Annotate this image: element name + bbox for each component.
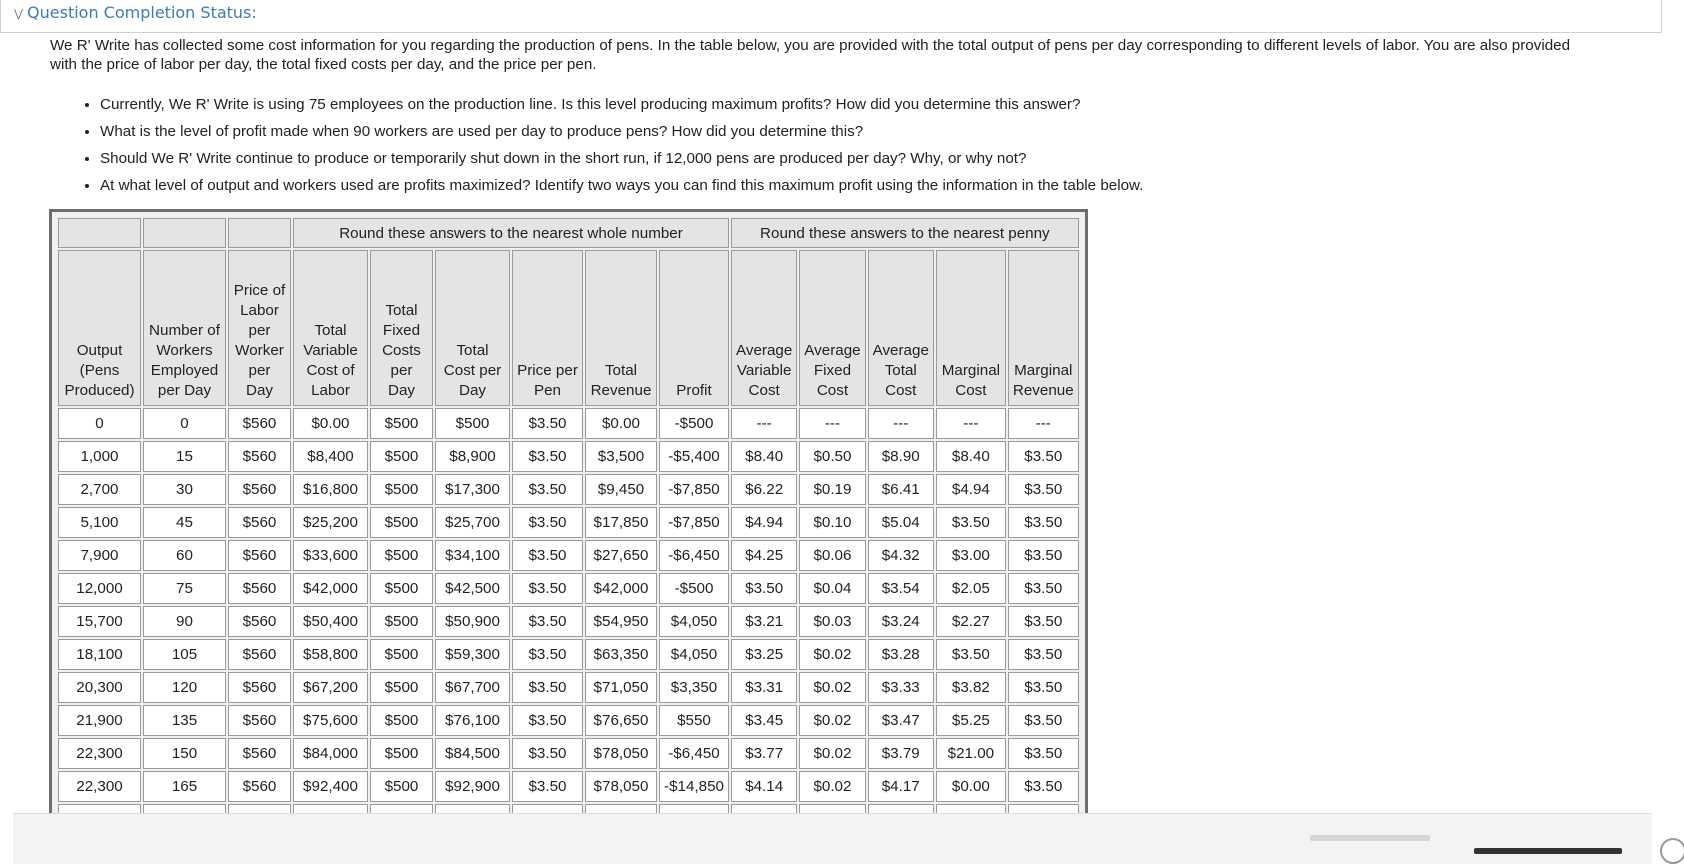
table-cell: -$7,850 xyxy=(659,507,729,538)
table-cell: $3.00 xyxy=(936,540,1006,571)
table-cell: 2,700 xyxy=(58,474,141,505)
table-cell: $75,600 xyxy=(293,705,368,736)
table-cell: $3.50 xyxy=(1008,738,1079,769)
table-row xyxy=(58,408,1079,439)
column-header: Total Fixed Costs per Day xyxy=(370,250,433,406)
footer-secondary-button[interactable] xyxy=(1310,835,1430,841)
table-cell: $560 xyxy=(228,705,291,736)
table-cell: $3.50 xyxy=(1008,573,1079,604)
table-cell: $500 xyxy=(370,573,433,604)
table-cell: $560 xyxy=(228,771,291,802)
table-cell: --- xyxy=(731,408,797,439)
table-cell: $3.21 xyxy=(731,606,797,637)
table-cell: $3.50 xyxy=(512,408,583,439)
table-cell: 105 xyxy=(143,639,226,670)
column-header: Total Cost per Day xyxy=(435,250,510,406)
table-cell: $8,400 xyxy=(293,441,368,472)
column-header: Total Revenue xyxy=(585,250,657,406)
table-cell: $3.24 xyxy=(868,606,934,637)
table-cell: 15 xyxy=(143,441,226,472)
table-cell: $560 xyxy=(228,672,291,703)
table-cell: 90 xyxy=(143,606,226,637)
table-cell: -$6,450 xyxy=(659,540,729,571)
table-cell: $500 xyxy=(370,408,433,439)
table-cell: $3.50 xyxy=(1008,474,1079,505)
column-header: Number of Workers Employed per Day xyxy=(143,250,226,406)
table-cell: $3.50 xyxy=(512,507,583,538)
table-cell: $54,950 xyxy=(585,606,657,637)
table-cell: $3.25 xyxy=(731,639,797,670)
table-cell: 15,700 xyxy=(58,606,141,637)
table-cell: $21.00 xyxy=(936,738,1006,769)
question-status-bar xyxy=(0,0,1662,33)
table-cell: $0.02 xyxy=(799,672,865,703)
table-cell: $0.00 xyxy=(293,408,368,439)
question-completion-status-toggle[interactable] xyxy=(14,3,257,22)
table-cell: $4.94 xyxy=(731,507,797,538)
table-cell: $3.50 xyxy=(512,474,583,505)
table-cell: 12,000 xyxy=(58,573,141,604)
table-cell: $0.50 xyxy=(799,441,865,472)
table-row xyxy=(58,738,1079,769)
table-cell: -$5,400 xyxy=(659,441,729,472)
table-cell: $3.28 xyxy=(868,639,934,670)
table-cell: $0.19 xyxy=(799,474,865,505)
table-cell: $76,650 xyxy=(585,705,657,736)
table-row xyxy=(58,540,1079,571)
table-cell: $560 xyxy=(228,441,291,472)
table-cell: $9,450 xyxy=(585,474,657,505)
table-cell: 22,300 xyxy=(58,771,141,802)
table-cell: $0.02 xyxy=(799,639,865,670)
table-cell: $560 xyxy=(228,507,291,538)
table-cell: 0 xyxy=(58,408,141,439)
table-cell: $3.50 xyxy=(512,573,583,604)
blank-header-cell xyxy=(228,218,291,248)
table-cell: $550 xyxy=(659,705,729,736)
table-cell: $17,850 xyxy=(585,507,657,538)
table-body xyxy=(58,408,1079,822)
column-header: Output (Pens Produced) xyxy=(58,250,141,406)
table-cell: $560 xyxy=(228,474,291,505)
table-cell: $560 xyxy=(228,606,291,637)
table-cell: $3.50 xyxy=(512,639,583,670)
table-cell: $78,050 xyxy=(585,738,657,769)
table-cell: $6.22 xyxy=(731,474,797,505)
table-cell: $3.50 xyxy=(512,771,583,802)
table-cell: $42,000 xyxy=(293,573,368,604)
table-cell: $3.50 xyxy=(1008,540,1079,571)
table-cell: $6.41 xyxy=(868,474,934,505)
table-cell: $0.02 xyxy=(799,738,865,769)
table-cell: $92,400 xyxy=(293,771,368,802)
table-cell: $500 xyxy=(370,672,433,703)
table-cell: $8,900 xyxy=(435,441,510,472)
table-cell: $5.25 xyxy=(936,705,1006,736)
column-header: Average Total Cost xyxy=(868,250,934,406)
table-cell: $3.77 xyxy=(731,738,797,769)
table-cell: $3.50 xyxy=(512,738,583,769)
table-cell: 22,300 xyxy=(58,738,141,769)
table-cell: $5.04 xyxy=(868,507,934,538)
table-cell: $78,050 xyxy=(585,771,657,802)
table-cell: $4,050 xyxy=(659,639,729,670)
table-cell: $25,700 xyxy=(435,507,510,538)
table-cell: $4.25 xyxy=(731,540,797,571)
table-cell: $500 xyxy=(370,606,433,637)
table-cell: 135 xyxy=(143,705,226,736)
table-cell: $33,600 xyxy=(293,540,368,571)
table-row xyxy=(58,606,1079,637)
table-cell: --- xyxy=(799,408,865,439)
table-cell: 5,100 xyxy=(58,507,141,538)
table-cell: $8.40 xyxy=(936,441,1006,472)
table-cell: $500 xyxy=(370,474,433,505)
table-cell: --- xyxy=(936,408,1006,439)
table-cell: $560 xyxy=(228,408,291,439)
table-cell: $3.50 xyxy=(1008,771,1079,802)
question-item: • Should We R' Write continue to produce or temporarily shut down in the short run, if 12,000 pens are produced per day? Why, or why not? xyxy=(100,145,1500,172)
table-cell: $0.06 xyxy=(799,540,865,571)
table-cell: $560 xyxy=(228,573,291,604)
table-cell: $4.14 xyxy=(731,771,797,802)
table-cell: $42,500 xyxy=(435,573,510,604)
table-row xyxy=(58,474,1079,505)
table-cell: $4.94 xyxy=(936,474,1006,505)
table-cell: $84,500 xyxy=(435,738,510,769)
table-row xyxy=(58,672,1079,703)
table-row xyxy=(58,771,1079,802)
penny-group-header: Round these answers to the nearest penny xyxy=(731,218,1079,248)
table-cell: $3.79 xyxy=(868,738,934,769)
column-header: Marginal Cost xyxy=(936,250,1006,406)
table-row xyxy=(58,441,1079,472)
table-cell: $500 xyxy=(370,705,433,736)
table-cell: 21,900 xyxy=(58,705,141,736)
group-header-row xyxy=(58,218,1079,248)
table-cell: $560 xyxy=(228,540,291,571)
table-cell: $0.02 xyxy=(799,705,865,736)
table-cell: $8.90 xyxy=(868,441,934,472)
table-cell: 20,300 xyxy=(58,672,141,703)
table-cell: $3.50 xyxy=(731,573,797,604)
table-cell: $0.03 xyxy=(799,606,865,637)
table-cell: $500 xyxy=(370,771,433,802)
table-cell: $3.50 xyxy=(1008,606,1079,637)
table-cell: $0.04 xyxy=(799,573,865,604)
table-cell: $4.17 xyxy=(868,771,934,802)
table-cell: $2.05 xyxy=(936,573,1006,604)
table-cell: $4,050 xyxy=(659,606,729,637)
table-cell: $27,650 xyxy=(585,540,657,571)
table-cell: $3.50 xyxy=(1008,705,1079,736)
table-cell: 150 xyxy=(143,738,226,769)
table-cell: $59,300 xyxy=(435,639,510,670)
table-cell: $3.50 xyxy=(1008,672,1079,703)
column-header: Profit xyxy=(659,250,729,406)
table-cell: $3.33 xyxy=(868,672,934,703)
column-header: Average Variable Cost xyxy=(731,250,797,406)
blank-header-cell xyxy=(143,218,226,248)
table-cell: $3.82 xyxy=(936,672,1006,703)
table-cell: $500 xyxy=(370,738,433,769)
table-cell: $3,500 xyxy=(585,441,657,472)
cost-table xyxy=(56,216,1081,822)
table-cell: $0.00 xyxy=(585,408,657,439)
footer-primary-button[interactable] xyxy=(1474,848,1622,854)
table-cell: $500 xyxy=(370,540,433,571)
cost-table-container xyxy=(49,209,1088,822)
table-cell: 45 xyxy=(143,507,226,538)
table-cell: 120 xyxy=(143,672,226,703)
table-row xyxy=(58,639,1079,670)
column-header: Price per Pen xyxy=(512,250,583,406)
table-row xyxy=(58,573,1079,604)
question-item: • Currently, We R' Write is using 75 employees on the production line. Is this level producing maximum profits? How did you determine this answer? xyxy=(100,91,1500,118)
table-cell: $84,000 xyxy=(293,738,368,769)
table-cell: $3.50 xyxy=(512,540,583,571)
table-cell: 0 xyxy=(143,408,226,439)
table-cell: $34,100 xyxy=(435,540,510,571)
table-cell: $92,900 xyxy=(435,771,510,802)
table-cell: $16,800 xyxy=(293,474,368,505)
table-cell: 1,000 xyxy=(58,441,141,472)
intro-paragraph: We R' Write has collected some cost information for you regarding the production of pens. In the table below, you are provided with the total output of pens per day corresponding to different levels of labor. You are also provided with the price of labor per day, the total fixed costs per day, and the price per pen. xyxy=(50,37,1571,73)
table-cell: $8.40 xyxy=(731,441,797,472)
table-cell: $42,000 xyxy=(585,573,657,604)
table-cell: $3.50 xyxy=(512,672,583,703)
table-cell: $3.50 xyxy=(1008,639,1079,670)
table-cell: $3.50 xyxy=(1008,507,1079,538)
table-cell: $71,050 xyxy=(585,672,657,703)
table-row xyxy=(58,705,1079,736)
table-cell: -$500 xyxy=(659,573,729,604)
chevron-double-down-icon: ⋁ xyxy=(14,7,24,20)
table-cell: $3.50 xyxy=(512,705,583,736)
table-cell: --- xyxy=(1008,408,1079,439)
table-cell: $17,300 xyxy=(435,474,510,505)
table-row xyxy=(58,507,1079,538)
table-cell: $50,400 xyxy=(293,606,368,637)
blank-header-cell xyxy=(58,218,141,248)
table-cell: $63,350 xyxy=(585,639,657,670)
table-cell: $3.50 xyxy=(936,639,1006,670)
table-cell: $3.50 xyxy=(512,441,583,472)
table-cell: $2.27 xyxy=(936,606,1006,637)
table-cell: -$14,850 xyxy=(659,771,729,802)
table-cell: -$6,450 xyxy=(659,738,729,769)
table-cell: -$500 xyxy=(659,408,729,439)
column-header: Marginal Revenue xyxy=(1008,250,1079,406)
table-cell: $3.47 xyxy=(868,705,934,736)
table-cell: $67,200 xyxy=(293,672,368,703)
question-item: • What is the level of profit made when 90 workers are used per day to produce pens? How did you determine this? xyxy=(100,118,1500,145)
question-list xyxy=(80,91,1500,199)
table-cell: $76,100 xyxy=(435,705,510,736)
table-cell: $560 xyxy=(228,738,291,769)
table-cell: $3.50 xyxy=(936,507,1006,538)
table-cell: $3,350 xyxy=(659,672,729,703)
table-cell: 75 xyxy=(143,573,226,604)
table-cell: 18,100 xyxy=(58,639,141,670)
help-circle-icon[interactable] xyxy=(1660,838,1684,864)
table-cell: $58,800 xyxy=(293,639,368,670)
column-header: Price of Labor per Worker per Day xyxy=(228,250,291,406)
table-cell: 165 xyxy=(143,771,226,802)
table-cell: $50,900 xyxy=(435,606,510,637)
table-cell: $3.31 xyxy=(731,672,797,703)
table-cell: $3.54 xyxy=(868,573,934,604)
table-cell: $500 xyxy=(435,408,510,439)
table-cell: 7,900 xyxy=(58,540,141,571)
table-cell: $500 xyxy=(370,441,433,472)
table-cell: $500 xyxy=(370,507,433,538)
table-cell: 30 xyxy=(143,474,226,505)
table-cell: $3.50 xyxy=(512,606,583,637)
table-cell: --- xyxy=(868,408,934,439)
table-cell: $0.10 xyxy=(799,507,865,538)
table-cell: $560 xyxy=(228,639,291,670)
table-cell: -$7,850 xyxy=(659,474,729,505)
table-cell: $0.00 xyxy=(936,771,1006,802)
table-cell: $500 xyxy=(370,639,433,670)
table-cell: $3.50 xyxy=(1008,441,1079,472)
question-item: • At what level of output and workers used are profits maximized? Identify two ways you can find this maximum profit using the information in the table below. xyxy=(100,172,1500,199)
whole-number-group-header: Round these answers to the nearest whole number xyxy=(293,218,729,248)
table-cell: $3.45 xyxy=(731,705,797,736)
table-cell: $67,700 xyxy=(435,672,510,703)
column-header: Total Variable Cost of Labor xyxy=(293,250,368,406)
table-cell: $25,200 xyxy=(293,507,368,538)
table-cell: 60 xyxy=(143,540,226,571)
column-header: Average Fixed Cost xyxy=(799,250,865,406)
column-header-row xyxy=(58,250,1079,406)
question-completion-status-label: Question Completion Status: xyxy=(27,3,257,22)
table-cell: $4.32 xyxy=(868,540,934,571)
table-cell: $0.02 xyxy=(799,771,865,802)
